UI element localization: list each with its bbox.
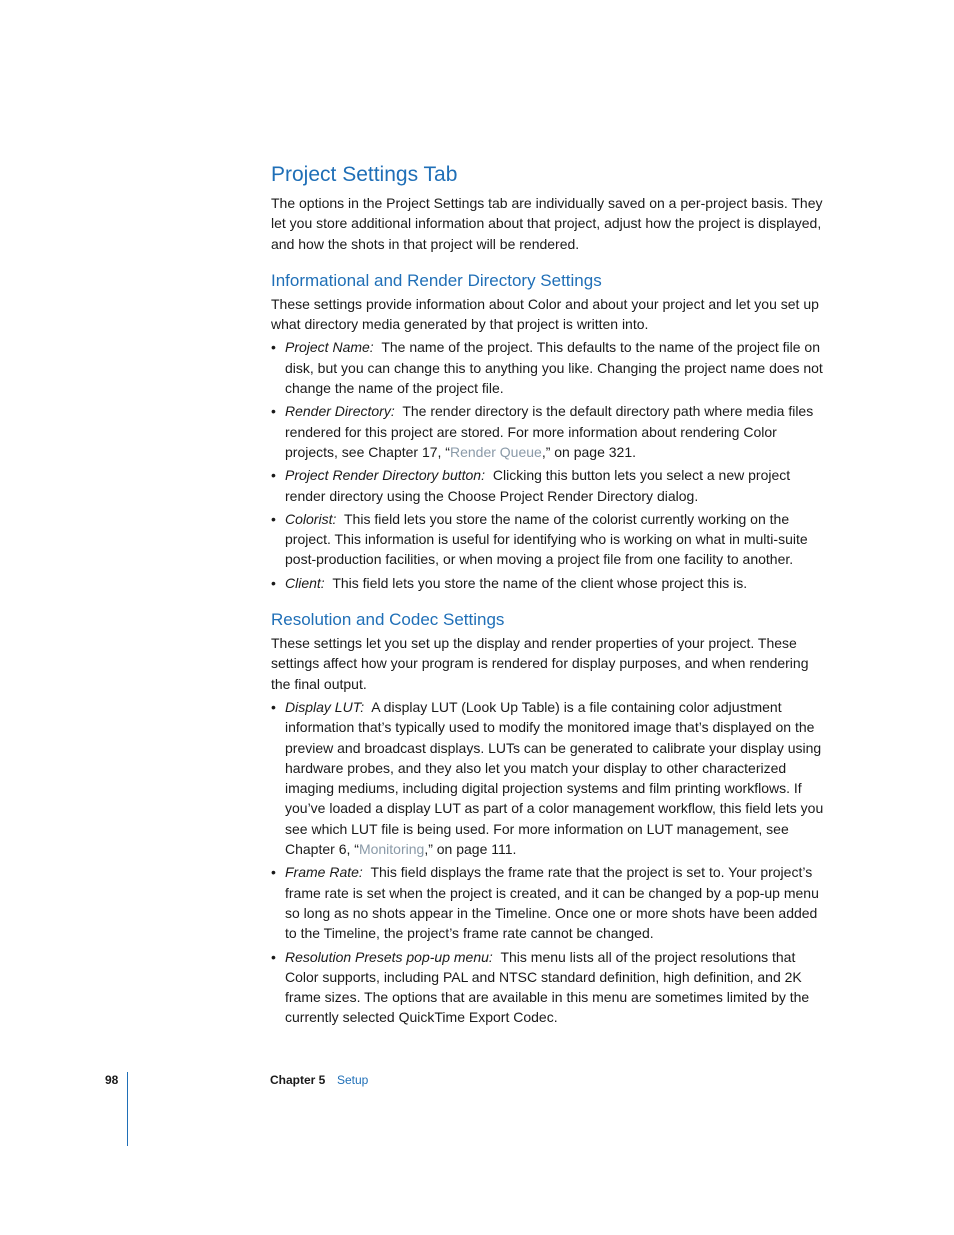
- chapter-name: Setup: [337, 1073, 369, 1087]
- chapter-label: Chapter 5: [270, 1073, 326, 1087]
- list-item-term: Frame Rate:: [285, 864, 363, 881]
- list-item-text: This field lets you store the name of the colorist currently working on the project. This information is useful for identifying who is working on what in multi-suite post-production facilities, or when moving a project file from one facility to another.: [285, 510, 808, 568]
- list-item-term: Render Directory:: [285, 403, 395, 420]
- list-item-frame-rate: [271, 862, 831, 943]
- section-intro-informational: These settings provide information about Color and about your project and let you set up what directory media generated by that project is written into.: [271, 295, 819, 333]
- bullet-icon: •: [271, 948, 276, 965]
- page-title: Project Settings Tab: [271, 163, 458, 186]
- list-item-text: Clicking this button lets you select a new project render directory using the Choose Project Render Directory dialog.: [285, 467, 791, 504]
- list-item-display-lut: [271, 697, 831, 859]
- list-item-term: Project Render Directory button:: [285, 467, 485, 484]
- render-queue-link[interactable]: Render Queue: [449, 443, 542, 460]
- list-item-text: The render directory is the default directory path where media files rendered for this project are stored. For more information about rendering Color projects, see Chapter 17, “: [285, 403, 814, 460]
- bullet-icon: •: [271, 339, 276, 356]
- page-footer: [0, 1072, 954, 1152]
- list-item-project-name: [271, 337, 831, 398]
- list-item-term: Colorist:: [285, 510, 337, 527]
- list-item-text: The name of the project. This defaults to the name of the project file on disk, but you can change this to anything you like. Changing the project name does not change the name of the project file.: [285, 339, 823, 397]
- footer-divider: [127, 1072, 128, 1146]
- page-number: 98: [105, 1073, 119, 1087]
- list-item-text: A display LUT (Look Up Table) is a file containing color adjustment information that’s typically used to modify the monitored image that’s displayed on the preview and broadcast displays. LUTs can be generated to calibrate your display using hardware probes, and they also let you match your display to other characterized imaging mediums, including digital projection systems and film printing workflows. If you’ve loaded a display LUT as part of a color management workflow, this field lets you see which LUT file is being used. For more information on LUT management, see Chapter 6, “: [285, 698, 824, 858]
- section-heading-resolution: Resolution and Codec Settings: [271, 610, 505, 630]
- bullet-icon: •: [271, 574, 276, 591]
- list-item-render-directory: [271, 401, 831, 462]
- list-item-project-render-directory-button: [271, 465, 831, 506]
- bullet-icon: •: [271, 403, 276, 420]
- list-item-colorist: [271, 509, 831, 570]
- list-item-text: This field displays the frame rate that the project is set to. Your project’s frame rate is set when the project is created, and it can be changed by a pop-up menu so long as no shots appear in the Timeline. Once one or more shots have been added to the Timeline, the project’s frame rate cannot be changed.: [285, 864, 819, 942]
- bullet-icon: •: [271, 467, 276, 484]
- list-item-client: [271, 573, 831, 593]
- list-item-text: This field lets you store the name of the client whose project this is.: [332, 574, 748, 591]
- list-item-term: Display LUT:: [285, 698, 365, 715]
- monitoring-link[interactable]: Monitoring: [358, 841, 425, 858]
- list-item-text-after: ,” on page 111.: [424, 841, 517, 858]
- page-content: [271, 163, 831, 1028]
- bullet-icon: •: [271, 510, 276, 527]
- bullet-list-resolution: [271, 697, 831, 1028]
- bullet-list-informational: [271, 337, 831, 593]
- bullet-icon: •: [271, 864, 276, 881]
- bullet-icon: •: [271, 698, 276, 715]
- page-intro: The options in the Project Settings tab are individually saved on a per-project basis. They let you store additional information about that project, adjust how the project is displayed, and how the shots in that project will be rendered.: [271, 195, 823, 252]
- section-intro-resolution: These settings let you set up the display and render properties of your project. These settings affect how your program is rendered for display purposes, and when rendering the final output.: [271, 635, 809, 692]
- list-item-resolution-presets: [271, 947, 831, 1028]
- list-item-text: This menu lists all of the project resolutions that Color supports, including PAL and NTSC standard definition, high definition, and 2K frame sizes. The options that are available in this menu are sometimes limited by the currently selected QuickTime Export Codec.: [285, 948, 810, 1026]
- list-item-term: Client:: [285, 574, 325, 591]
- list-item-term: Resolution Presets pop-up menu:: [285, 948, 493, 965]
- section-heading-informational: Informational and Render Directory Settings: [271, 270, 602, 290]
- list-item-text-after: ,” on page 321.: [541, 443, 637, 460]
- list-item-term: Project Name:: [285, 339, 374, 356]
